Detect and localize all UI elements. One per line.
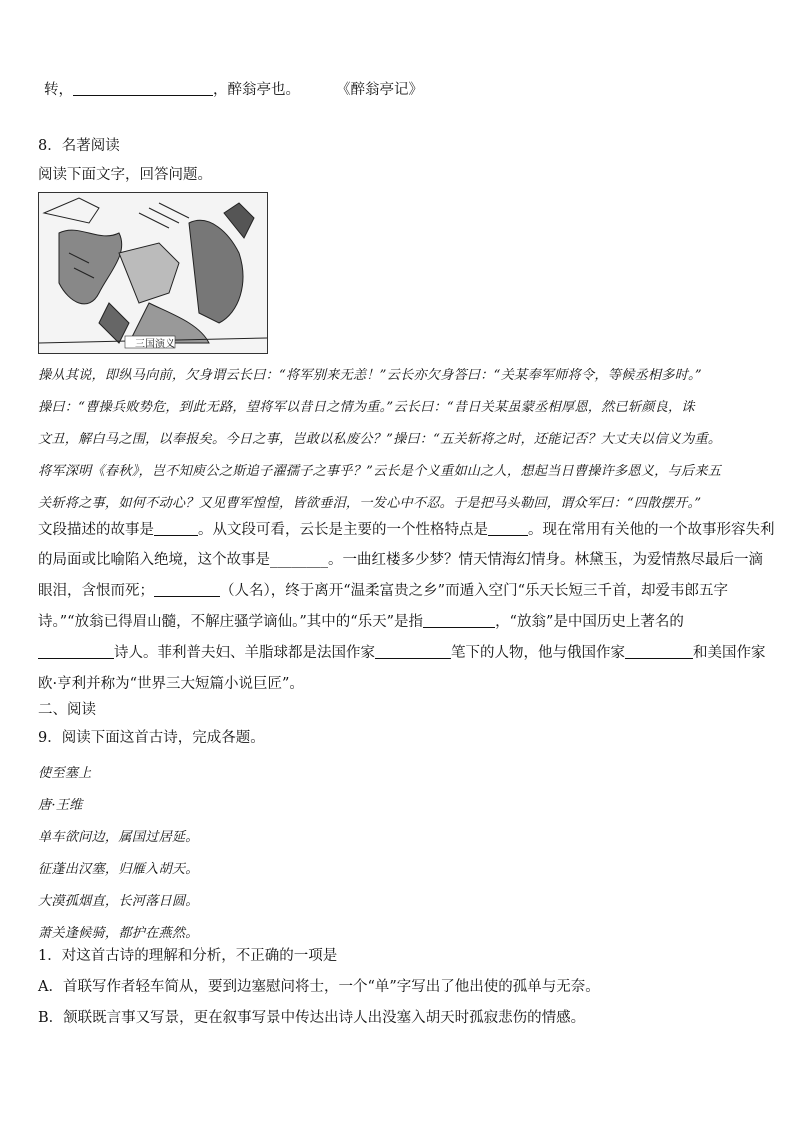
source-title: 《醉翁亭记》	[336, 82, 423, 98]
illustration-image	[38, 192, 268, 354]
answer-blank[interactable]	[73, 81, 213, 96]
text-fragment: ，醉翁亭也。	[213, 82, 300, 98]
question-line	[38, 612, 684, 632]
passage-line: 操从其说，即纵马向前，欠身谓云长曰：“将军别来无恙！”云长亦欠身答曰：“关某奉军师将令，等候丞相多时。”	[38, 368, 702, 383]
answer-blank[interactable]	[625, 644, 693, 659]
question-line: 的局面或比喻陷入绝境，这个故事是________。一曲红楼多少梦？情天情海幻情身。林黛玉，为爱情熬尽最后一滴	[38, 552, 763, 568]
text-fragment: （人名），终于离开“温柔富贵之乡”而遁入空门“乐天长短三千首，却爱韦郎五字	[220, 583, 728, 599]
passage-line: 将军深明《春秋》，岂不知庾公之斯追子濯孺子之事乎？”云长是个义重如山之人，想起当日曹操许多恩义，与后来五	[38, 464, 722, 479]
text-fragment: 眼泪，含恨而死；	[38, 583, 154, 599]
poem-title: 使至塞上	[38, 766, 92, 781]
answer-blank[interactable]	[154, 521, 198, 536]
text-fragment: 诗人。菲利普夫妇、羊脂球都是法国作家	[114, 645, 375, 661]
text-fragment: 和美国作家	[693, 645, 766, 661]
poem-line: 萧关逢候骑，都护在燕然。	[38, 926, 199, 941]
text-fragment: ，“放翁”是中国历史上著名的	[495, 614, 684, 630]
section-heading: 二、阅读	[38, 702, 96, 718]
answer-blank[interactable]	[423, 613, 495, 628]
question-line: 欧·亨利并称为“世界三大短篇小说巨匠”。	[38, 676, 304, 692]
question-line	[38, 520, 775, 540]
illustration-caption: 三国演义	[135, 339, 175, 350]
passage-line: 操曰：“曹操兵败势危，到此无路，望将军以昔日之情为重。”云长曰：“昔日关某虽蒙丞相厚恩，然已斩颜良，诛	[38, 400, 695, 415]
sub-question: 1．对这首古诗的理解和分析，不正确的一项是	[38, 948, 338, 964]
question-9-heading: 9．阅读下面这首古诗，完成各题。	[38, 730, 265, 746]
text-fragment: 诗。”“放翁已得眉山髓，不解庄骚学谪仙。”其中的“乐天”是指	[38, 614, 424, 630]
passage-line: 关斩将之事，如何不动心？又见曹军惶惶，皆欲垂泪，一发心中不忍。于是把马头勒回，谓众军曰：“四散摆开。”	[38, 496, 702, 511]
question-8-heading: 8．名著阅读	[38, 138, 120, 154]
text-fragment: 。从文段可看，云长是主要的一个性格特点是	[198, 522, 488, 538]
question-8-instruction: 阅读下面文字，回答问题。	[38, 167, 212, 183]
poem-line: 大漠孤烟直，长河落日圆。	[38, 894, 199, 909]
text-fragment: 。现在常用有关他的一个故事形容失利	[528, 522, 775, 538]
answer-blank[interactable]	[375, 644, 451, 659]
passage-line: 文丑，解白马之围，以奉报矣。今日之事，岂敢以私废公？”操曰：“五关斩将之时，还能记否？大丈夫以信义为重。	[38, 432, 722, 447]
battle-scene-drawing	[39, 193, 267, 353]
answer-blank[interactable]	[38, 644, 114, 659]
option-b[interactable]: B．颔联既言事又写景，更在叙事写景中传达出诗人出没塞入胡天时孤寂悲伤的情感。	[38, 1010, 586, 1026]
answer-blank[interactable]	[154, 582, 220, 597]
quote-line	[44, 80, 423, 100]
poem-line: 单车欲问边，属国过居延。	[38, 830, 199, 845]
answer-blank[interactable]	[488, 521, 528, 536]
question-line	[38, 643, 766, 663]
text-fragment: 文段描述的故事是	[38, 522, 154, 538]
poem-author: 唐·王维	[38, 798, 83, 813]
text-fragment: 笔下的人物，他与俄国作家	[451, 645, 625, 661]
text-fragment: 转，	[44, 82, 73, 98]
question-line	[38, 581, 728, 601]
poem-line: 征蓬出汉塞，归雁入胡天。	[38, 862, 199, 877]
option-a[interactable]: A．首联写作者轻车简从，要到边塞慰问将士，一个“单”字写出了他出使的孤单与无奈。	[38, 979, 600, 995]
